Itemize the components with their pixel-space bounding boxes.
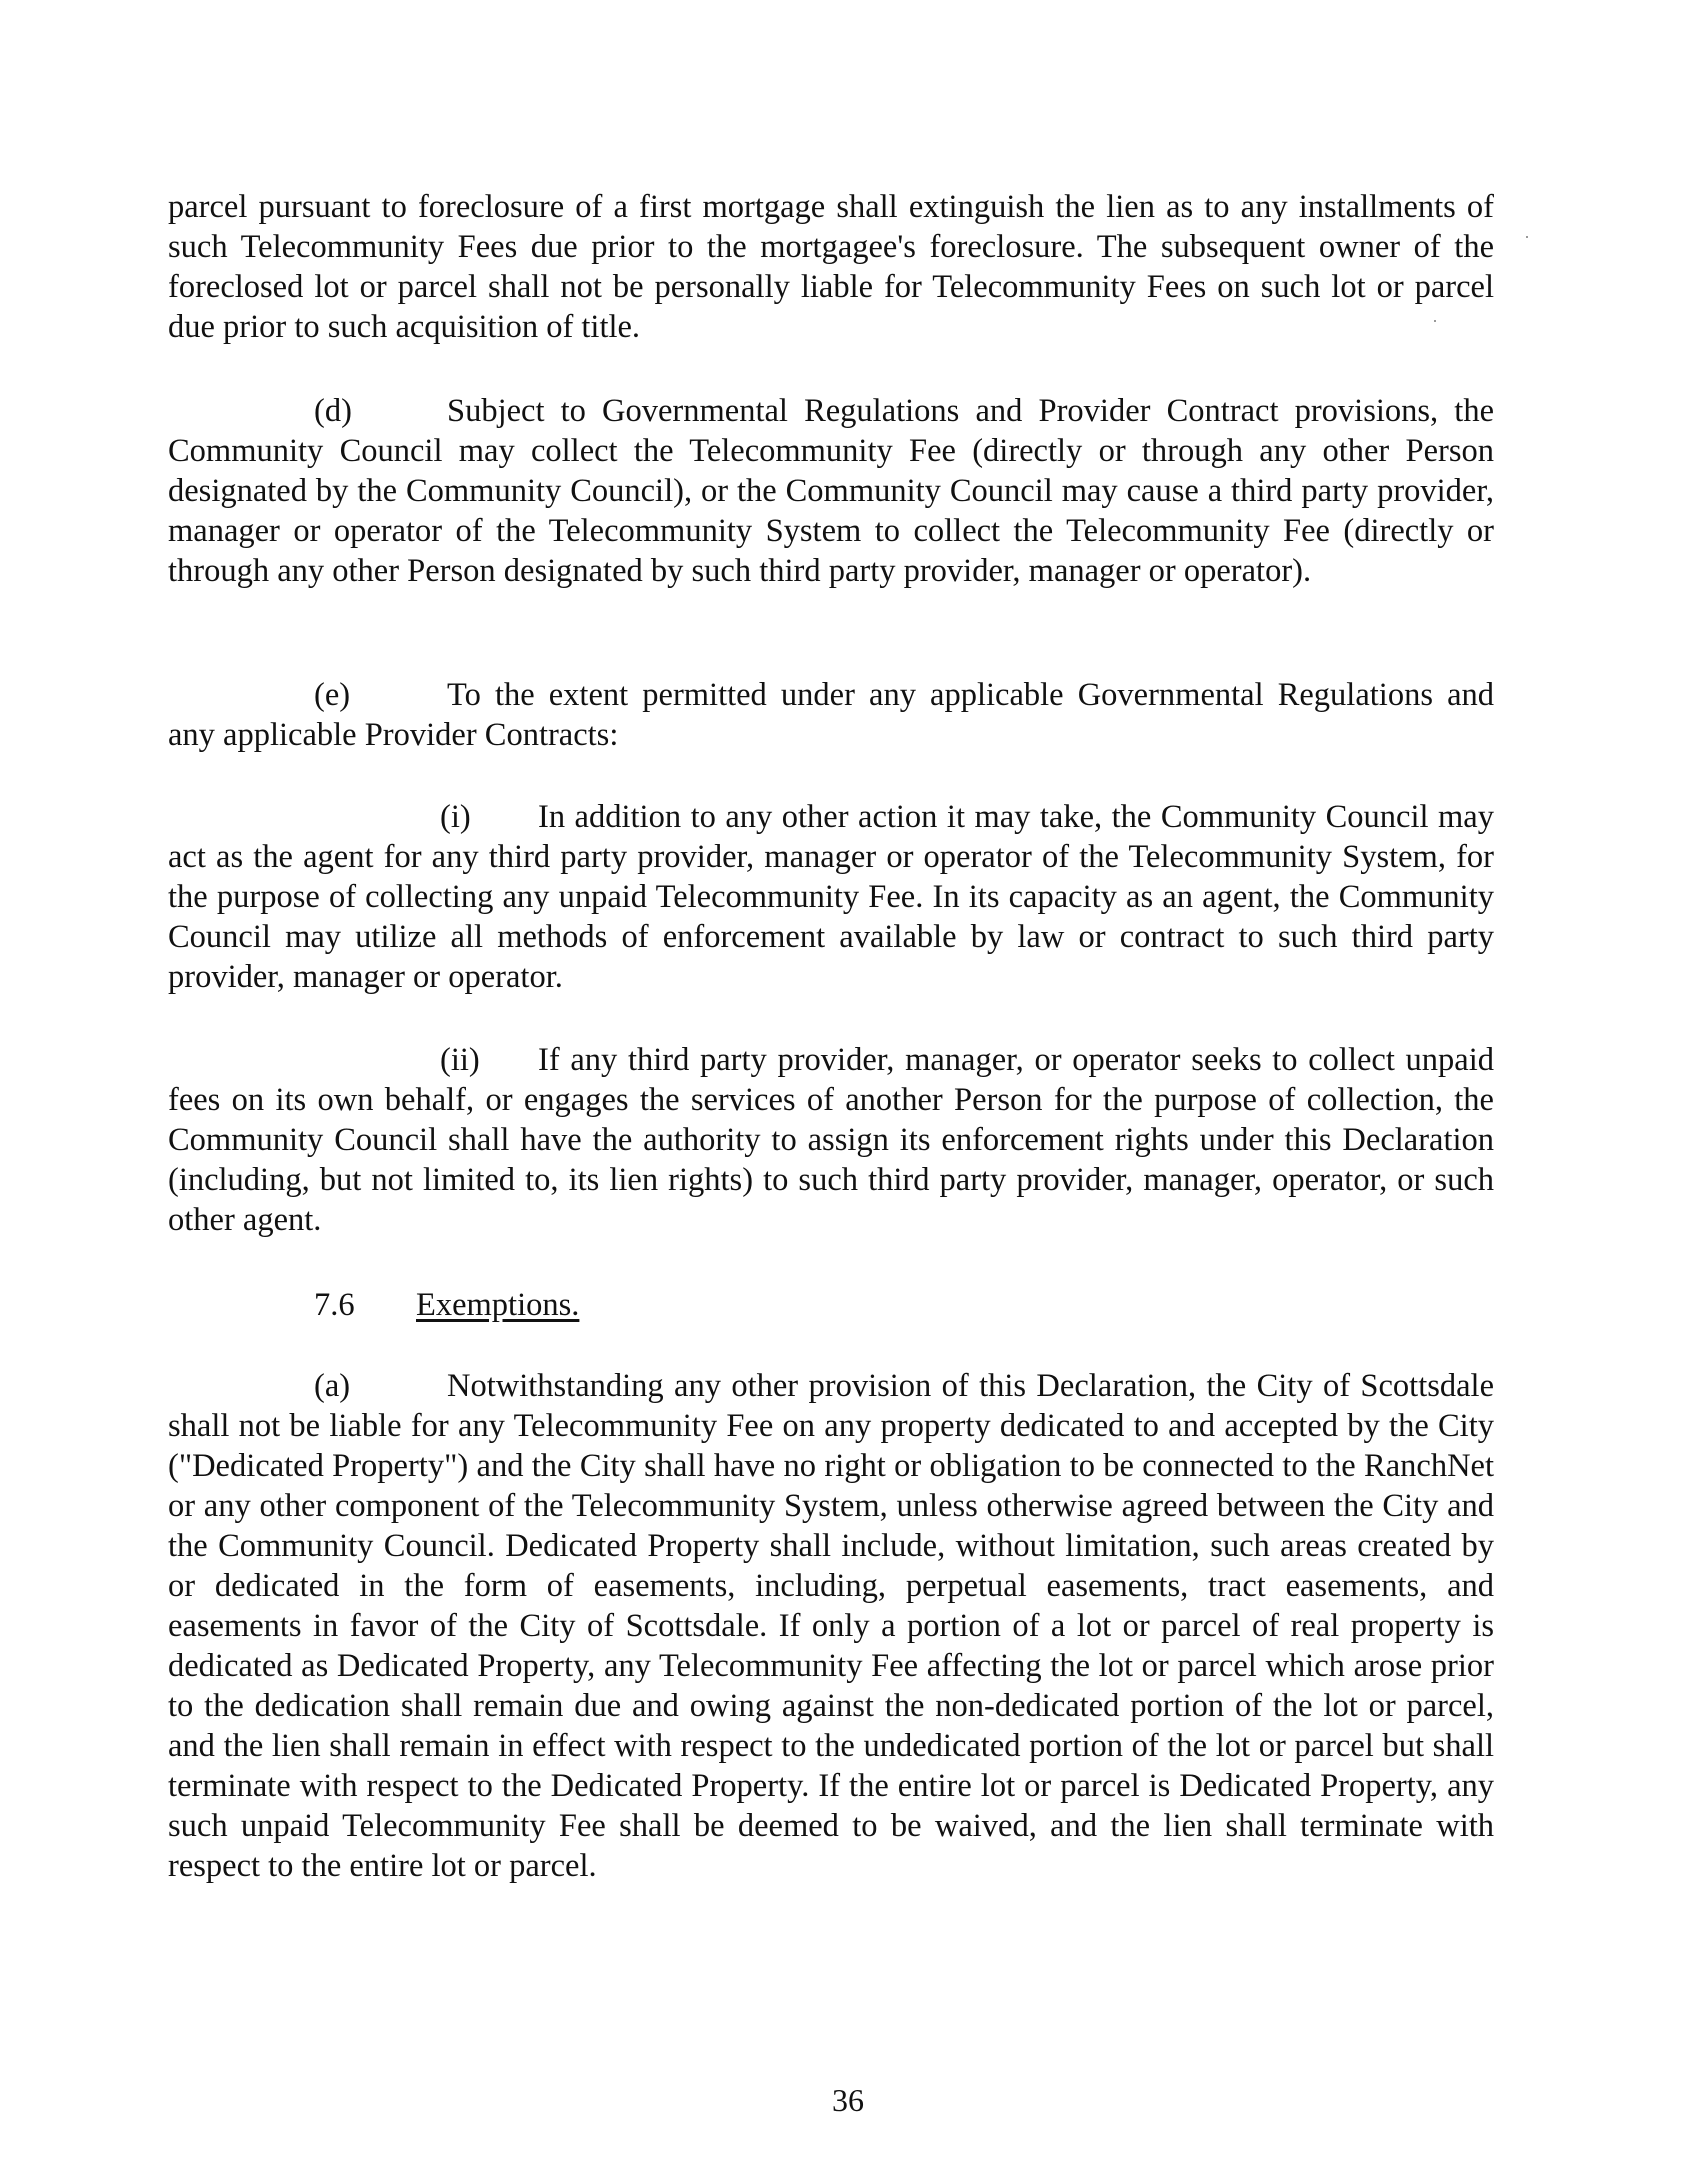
paragraph-e-text: To the extent permitted under any applicable Governmental Regulations and any applicable Provider Contracts: <box>168 677 1494 753</box>
paragraph-a <box>168 1366 1494 1886</box>
section-heading <box>314 1285 579 1325</box>
paragraph-e-i-label: (i) <box>440 799 471 835</box>
paragraph-d-label: (d) <box>314 393 352 429</box>
paragraph-e <box>168 675 1494 755</box>
paragraph-a-text: Notwithstanding any other provision of this Declaration, the City of Scottsdale shall not be liable for any Telecommunity Fee on any property dedicated to and accepted by the City ("Dedicated Property") and the City shall have no right or obligation to be connected to the RanchNet or any other component of the Telecommunity System, unless otherwise agreed between the City and the Community Council. Dedicated Property shall include, without limitation, such areas created by or dedicated in the form of easements, including, perpetual easements, tract easements, and easements in favor of the City of Scottsdale. If only a portion of a lot or parcel of real property is dedicated as Dedicated Property, any Telecommunity Fee affecting the lot or parcel which arose prior to the dedication shall remain due and owing against the non-dedicated portion of the lot or parcel, and the lien shall remain in effect with respect to the undedicated portion of the lot or parcel but shall terminate with respect to the Dedicated Property. If the entire lot or parcel is Dedicated Property, any such unpaid Telecommunity Fee shall be deemed to be waived, and the lien shall terminate with respect to the entire lot or parcel. <box>168 1368 1494 1884</box>
section-title: Exemptions. <box>416 1287 580 1323</box>
page-number: 36 <box>832 2082 864 2118</box>
paragraph-continuation <box>168 187 1494 347</box>
paragraph-e-i-text: In addition to any other action it may take, the Community Council may act as the agent for any third party provider, manager or operator of the Telecommunity System, for the purpose of collecting any unpaid Telecommunity Fee. In its capacity as an agent, the Community Council may utilize all methods of enforcement available by law or contract to such third party provider, manager or operator. <box>168 799 1494 995</box>
scan-speck <box>1434 320 1436 322</box>
section-number: 7.6 <box>314 1287 355 1323</box>
paragraph-e-ii-label: (ii) <box>440 1042 480 1078</box>
scan-speck <box>1526 236 1528 238</box>
paragraph-continuation-text: parcel pursuant to foreclosure of a first mortgage shall extinguish the lien as to any installments of such Telecommunity Fees due prior to the mortgagee's foreclosure. The subsequent owner of the foreclosed lot or parcel shall not be personally liable for Telecommunity Fees on such lot or parcel due prior to such acquisition of title. <box>168 189 1494 345</box>
paragraph-d-text: Subject to Governmental Regulations and Provider Contract provisions, the Community Council may collect the Telecommunity Fee (directly or through any other Person designated by the Community Council), or the Community Council may cause a third party provider, manager or operator of the Telecommunity System to collect the Telecommunity Fee (directly or through any other Person designated by such third party provider, manager or operator). <box>168 393 1494 589</box>
paragraph-e-ii-text: If any third party provider, manager, or operator seeks to collect unpaid fees on its own behalf, or engages the services of another Person for the purpose of collection, the Community Council shall have the authority to assign its enforcement rights under this Declaration (including, but not limited to, its lien rights) to such third party provider, manager, operator, or such other agent. <box>168 1042 1494 1238</box>
paragraph-d <box>168 391 1494 591</box>
paragraph-e-label: (e) <box>314 677 351 713</box>
paragraph-a-label: (a) <box>314 1368 351 1404</box>
paragraph-e-ii <box>168 1040 1494 1240</box>
paragraph-e-i <box>168 797 1494 997</box>
